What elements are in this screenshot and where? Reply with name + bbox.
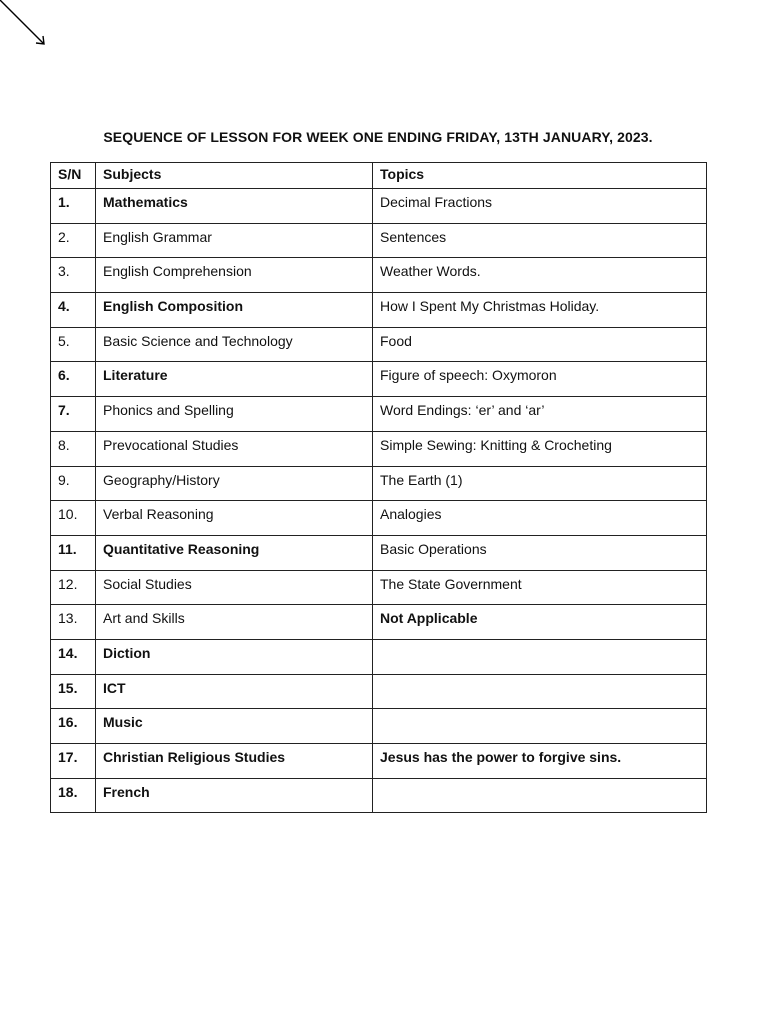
table-row bbox=[51, 535, 707, 570]
table-row bbox=[51, 674, 707, 709]
cell-sn: 13. bbox=[51, 605, 96, 640]
header-subjects: Subjects bbox=[96, 163, 373, 189]
cell-sn: 6. bbox=[51, 362, 96, 397]
document-title: SEQUENCE OF LESSON FOR WEEK ONE ENDING FRIDAY, 13TH JANUARY, 2023. bbox=[103, 129, 653, 145]
table-row bbox=[51, 466, 707, 501]
cell-sn: 16. bbox=[51, 709, 96, 744]
cell-subject: ICT bbox=[96, 674, 373, 709]
cell-topic: The State Government bbox=[373, 570, 707, 605]
cell-sn: 8. bbox=[51, 431, 96, 466]
cell-topic: Basic Operations bbox=[373, 535, 707, 570]
cell-subject: Verbal Reasoning bbox=[96, 501, 373, 536]
cell-topic: The Earth (1) bbox=[373, 466, 707, 501]
cell-sn: 9. bbox=[51, 466, 96, 501]
table-row bbox=[51, 258, 707, 293]
cell-sn: 3. bbox=[51, 258, 96, 293]
cell-sn: 14. bbox=[51, 639, 96, 674]
table-row bbox=[51, 431, 707, 466]
cell-topic bbox=[373, 709, 707, 744]
cell-subject: English Grammar bbox=[96, 223, 373, 258]
cell-sn: 10. bbox=[51, 501, 96, 536]
cell-sn: 4. bbox=[51, 293, 96, 328]
cell-topic: Simple Sewing: Knitting & Crocheting bbox=[373, 431, 707, 466]
table-row bbox=[51, 362, 707, 397]
cell-topic bbox=[373, 778, 707, 813]
cell-topic: Analogies bbox=[373, 501, 707, 536]
cell-topic: Sentences bbox=[373, 223, 707, 258]
cell-subject: Phonics and Spelling bbox=[96, 397, 373, 432]
table-row bbox=[51, 570, 707, 605]
table-row bbox=[51, 778, 707, 813]
table-row bbox=[51, 639, 707, 674]
cell-subject: Christian Religious Studies bbox=[96, 744, 373, 779]
cell-sn: 17. bbox=[51, 744, 96, 779]
cell-topic bbox=[373, 674, 707, 709]
cell-subject: Literature bbox=[96, 362, 373, 397]
cell-sn: 5. bbox=[51, 327, 96, 362]
cell-subject: Diction bbox=[96, 639, 373, 674]
cell-sn: 2. bbox=[51, 223, 96, 258]
cell-subject: Social Studies bbox=[96, 570, 373, 605]
header-sn: S/N bbox=[51, 163, 96, 189]
table-row bbox=[51, 605, 707, 640]
cell-subject: Mathematics bbox=[96, 189, 373, 224]
cell-topic: How I Spent My Christmas Holiday. bbox=[373, 293, 707, 328]
table-body bbox=[51, 189, 707, 813]
cell-sn: 15. bbox=[51, 674, 96, 709]
table-row bbox=[51, 397, 707, 432]
cell-sn: 11. bbox=[51, 535, 96, 570]
cell-topic: Figure of speech: Oxymoron bbox=[373, 362, 707, 397]
cell-sn: 18. bbox=[51, 778, 96, 813]
cell-topic: Jesus has the power to forgive sins. bbox=[373, 744, 707, 779]
lesson-table bbox=[50, 162, 707, 813]
cell-subject: French bbox=[96, 778, 373, 813]
cell-subject: Geography/History bbox=[96, 466, 373, 501]
cell-sn: 1. bbox=[51, 189, 96, 224]
table-row bbox=[51, 223, 707, 258]
cell-topic: Not Applicable bbox=[373, 605, 707, 640]
cell-sn: 12. bbox=[51, 570, 96, 605]
table-row bbox=[51, 744, 707, 779]
table-row bbox=[51, 709, 707, 744]
table-row bbox=[51, 293, 707, 328]
table-header-row bbox=[51, 163, 707, 189]
header-topics: Topics bbox=[373, 163, 707, 189]
corner-arrow-icon bbox=[0, 0, 50, 50]
cell-subject: English Comprehension bbox=[96, 258, 373, 293]
cell-subject: Music bbox=[96, 709, 373, 744]
cell-topic: Food bbox=[373, 327, 707, 362]
cell-subject: Art and Skills bbox=[96, 605, 373, 640]
cell-subject: Basic Science and Technology bbox=[96, 327, 373, 362]
cell-subject: Quantitative Reasoning bbox=[96, 535, 373, 570]
cell-sn: 7. bbox=[51, 397, 96, 432]
table-row bbox=[51, 327, 707, 362]
cell-topic: Decimal Fractions bbox=[373, 189, 707, 224]
cell-topic: Weather Words. bbox=[373, 258, 707, 293]
cell-topic bbox=[373, 639, 707, 674]
table-row bbox=[51, 189, 707, 224]
table-row bbox=[51, 501, 707, 536]
cell-subject: Prevocational Studies bbox=[96, 431, 373, 466]
cell-topic: Word Endings: ‘er’ and ‘ar’ bbox=[373, 397, 707, 432]
cell-subject: English Composition bbox=[96, 293, 373, 328]
